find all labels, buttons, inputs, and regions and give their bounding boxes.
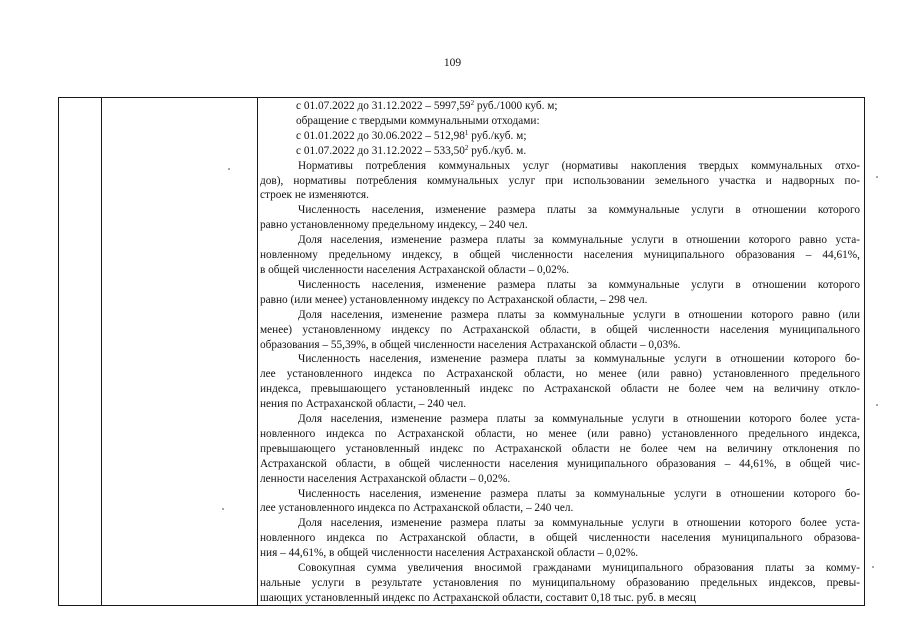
paragraph-line: шающих установленный индекс по Астраханской области, составит 0,18 тыс. руб. в месяц	[260, 591, 696, 604]
tariff-line-3: с 01.01.2022 до 30.06.2022 – 512,98$^1$ руб./куб. м;	[296, 128, 527, 142]
paragraph-line: образования – 55,39%, в общей численности населения Астраханской области – 0,03%.	[260, 338, 681, 351]
paragraph-line: Численность населения, изменение размера платы за коммунальные услуги в отношении которого	[298, 204, 860, 217]
table-text-cell	[260, 99, 860, 606]
paragraph-line: новленного индекса по Астраханской области, в общей численности населения муниципального образова-	[260, 532, 860, 545]
paragraph-line: строек не изменяются.	[260, 189, 369, 202]
paragraphs	[260, 159, 860, 606]
paragraph-line: Доля населения, изменение размера платы за коммунальные услуги в отношении которого более уста-	[298, 517, 860, 530]
scan-speck	[222, 508, 224, 510]
tariff-line-4: с 01.07.2022 до 31.12.2022 – 533,50$^2$ руб./куб. м.	[296, 143, 527, 157]
paragraph-line: Численность населения, изменение размера платы за коммунальные услуги в отношении которого	[298, 278, 860, 291]
footnote-mark: 2	[470, 99, 475, 107]
paragraph-line: новленному предельному индексу, в общей численности населения муниципального образования – 44,61%,	[260, 249, 860, 262]
paragraph-line: лее установленного индекса по Астраханской области, но менее (или равно) установленного предельного	[260, 368, 860, 381]
paragraph	[260, 203, 860, 233]
paragraph-line: новленного индекса по Астраханской области, но менее (или равно) установленного предельного индекса,	[260, 427, 860, 440]
paragraph	[260, 352, 860, 412]
paragraph-line: Численность населения, изменение размера платы за коммунальные услуги в отношении которого бо-	[298, 487, 860, 500]
paragraph-line: лее установленного индекса по Астраханской области, – 240 чел.	[260, 502, 574, 515]
paragraph	[260, 278, 860, 308]
tariff-line-1: с 01.07.2022 до 31.12.2022 – 5997,59$^2$ руб./1000 куб. м;	[296, 99, 558, 112]
paragraph	[260, 516, 860, 561]
footnote-mark: 2	[464, 143, 469, 152]
scan-speck	[228, 168, 230, 170]
paragraph-line: Доля населения, изменение размера платы за коммунальные услуги в отношении которого более уста-	[298, 413, 860, 426]
paragraph	[260, 487, 860, 517]
paragraph	[260, 159, 860, 204]
paragraph-line: ния – 44,61%, в общей численности населения Астраханской области – 0,02%.	[260, 547, 639, 560]
paragraph-line: нальные услуги в результате установления по муниципальному образованию предельных индексов, превы-	[260, 577, 860, 589]
paragraph-line: Астраханской области, в общей численности населения муниципального образования – 44,61%, в общей чис-	[260, 457, 860, 470]
scan-speck	[872, 566, 874, 568]
paragraph	[260, 561, 860, 606]
scan-speck	[876, 176, 878, 178]
paragraph-line: Доля населения, изменение размера платы за коммунальные услуги в отношении которого равно (или	[298, 308, 860, 321]
tariff-line-2: обращение с твердыми коммунальными отходами:	[296, 114, 540, 127]
document-table	[58, 97, 865, 606]
paragraph-line: индекса, превышающего установленный индекс по Астраханской области не более чем на величину откло-	[260, 383, 860, 396]
paragraph-line: Численность населения, изменение размера платы за коммунальные услуги в отношении которого бо-	[298, 353, 860, 366]
paragraph-line: Совокупная сумма увеличения вносимой гражданами муниципального образования платы за комму-	[298, 562, 860, 575]
paragraph-line: превышающего установленный индекс по Астраханской области не более чем на величину отклонения по	[260, 442, 860, 455]
paragraph-line: дов), нормативы потребления коммунальных услуг при использовании земельного участка и надворных по-	[260, 174, 860, 187]
paragraph-line: равно установленному предельному индексу, – 240 чел.	[260, 219, 528, 232]
paragraph-line: нения по Астраханской области, – 240 чел.	[260, 398, 467, 411]
paragraph	[260, 412, 860, 487]
table-column-divider-1	[101, 98, 102, 605]
paragraph-line: ленности населения Астраханской области – 0,02%.	[260, 472, 511, 485]
page-number: 109	[443, 57, 462, 69]
paragraph-line: Доля населения, изменение размера платы за коммунальные услуги в отношении которого равно уста-	[298, 234, 860, 247]
paragraph-line: равно (или менее) установленному индексу по Астраханской области, – 298 чел.	[260, 293, 648, 306]
footnote-mark: 1	[464, 128, 469, 137]
paragraph	[260, 233, 860, 278]
paragraph-line: менее) установленному индексу по Астраханской области, в общей численности населения муниципального	[260, 323, 860, 336]
paragraph-line: Нормативы потребления коммунальных услуг (нормативы накопления твердых коммунальных отхо-	[298, 159, 860, 172]
table-column-divider-2	[257, 98, 258, 605]
scan-speck	[876, 404, 878, 406]
paragraph	[260, 308, 860, 353]
paragraph-line: в общей численности населения Астраханской области – 0,02%.	[260, 263, 570, 276]
